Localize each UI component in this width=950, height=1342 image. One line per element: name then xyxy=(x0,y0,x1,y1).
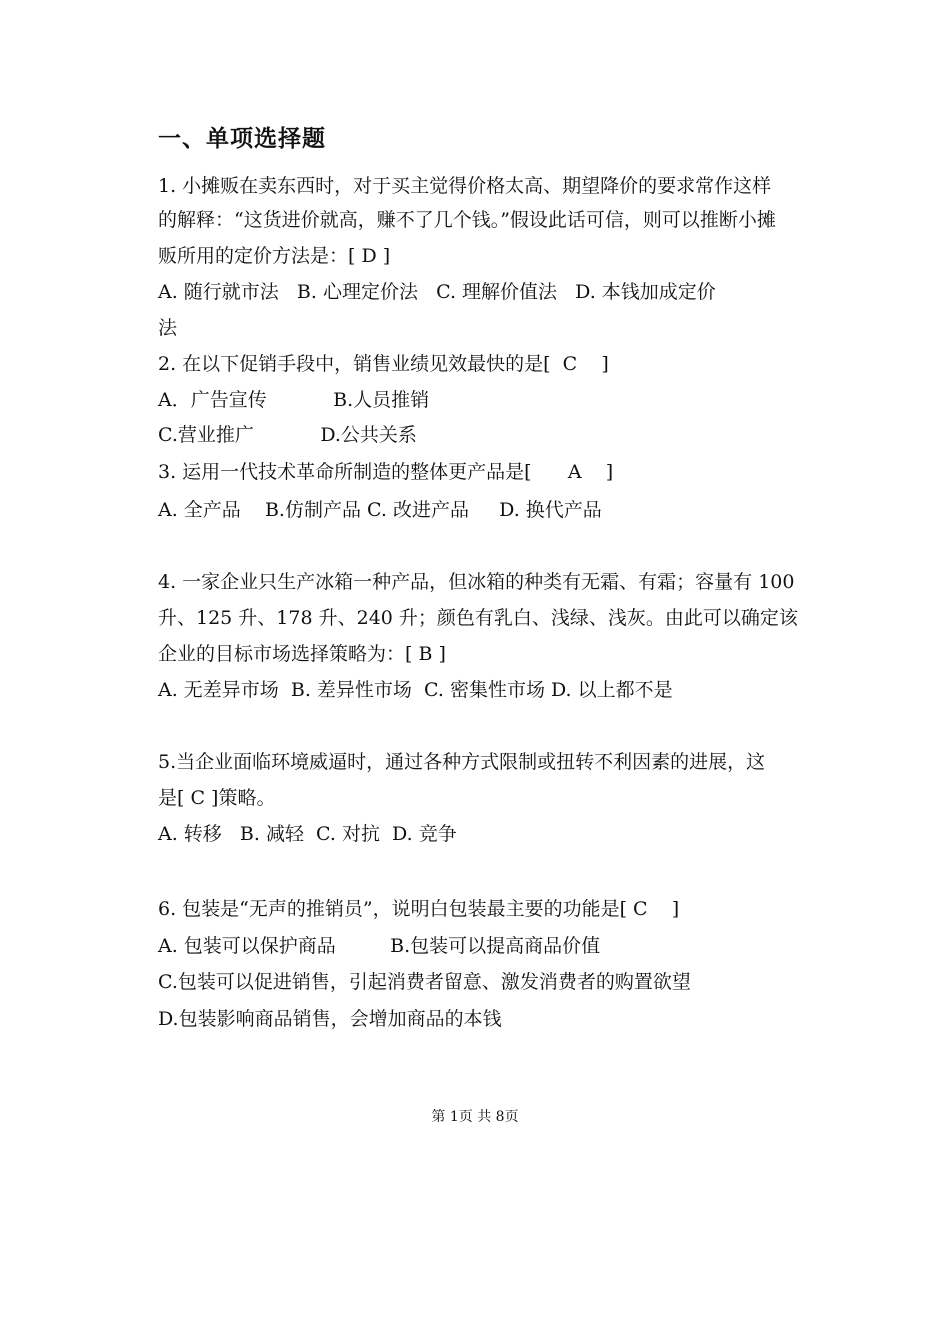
question-6-stem: 6. 包装是“无声的推销员”，说明白包装最主要的功能是[ C ] xyxy=(158,898,680,920)
question-5-stem-line-2: 是[ C ]策略。 xyxy=(158,787,276,809)
question-2-options-line-1: A．广告宣传 B.人员推销 xyxy=(158,389,430,411)
section-heading: 一、单项选择题 xyxy=(158,126,326,152)
question-6-options-line-1: A. 包装可以保护商品 B.包装可以提高商品价值 xyxy=(158,935,601,957)
question-2-stem: 2. 在以下促销手段中，销售业绩见效最快的是[ C ] xyxy=(158,353,609,375)
question-6-options-line-2: C.包装可以促进销售，引起消费者留意、激发消费者的购置欲望 xyxy=(158,971,691,993)
question-6-options-line-3: D.包装影响商品销售，会增加商品的本钱 xyxy=(158,1008,502,1030)
question-5-options: A. 转移 B. 减轻 C. 对抗 D. 竞争 xyxy=(158,823,457,845)
question-1-options-line-2: 法 xyxy=(158,317,178,339)
question-1-options-line-1: A. 随行就市法 B. 心理定价法 C. 理解价值法 D. 本钱加成定价 xyxy=(158,281,716,303)
question-5-stem-line-1: 5.当企业面临环境威逼时，通过各种方式限制或扭转不利因素的进展，这 xyxy=(158,751,766,773)
question-3-options: A. 全产品 B.仿制产品 C. 改进产品 D. 换代产品 xyxy=(158,499,602,521)
question-4-options: A. 无差异市场 B. 差异性市场 C. 密集性市场 D. 以上都不是 xyxy=(158,679,673,701)
page-number-footer: 第 1页 共 8页 xyxy=(431,1109,519,1125)
question-4-stem-line-1: 4. 一家企业只生产冰箱一种产品，但冰箱的种类有无霜、有霜；容量有 100 xyxy=(158,571,795,593)
question-1-stem-line-1: 1. 小摊贩在卖东西时，对于买主觉得价格太高、期望降价的要求常作这样 xyxy=(158,175,772,197)
question-1-stem-line-2: 的解释：“这货进价就高，赚不了几个钱。”假设此话可信，则可以推断小摊 xyxy=(158,209,776,231)
question-4-stem-line-3: 企业的目标市场选择策略为：[ B ] xyxy=(158,643,446,665)
question-2-options-line-2: C.营业推广 D.公共关系 xyxy=(158,424,417,446)
question-3-stem: 3. 运用一代技术革命所制造的整体更产品是[ A ] xyxy=(158,461,614,483)
question-4-stem-line-2: 升、125 升、178 升、240 升；颜色有乳白、浅绿、浅灰。由此可以确定该 xyxy=(158,607,798,629)
question-1-stem-line-3: 贩所用的定价方法是：[ D ] xyxy=(158,245,391,267)
